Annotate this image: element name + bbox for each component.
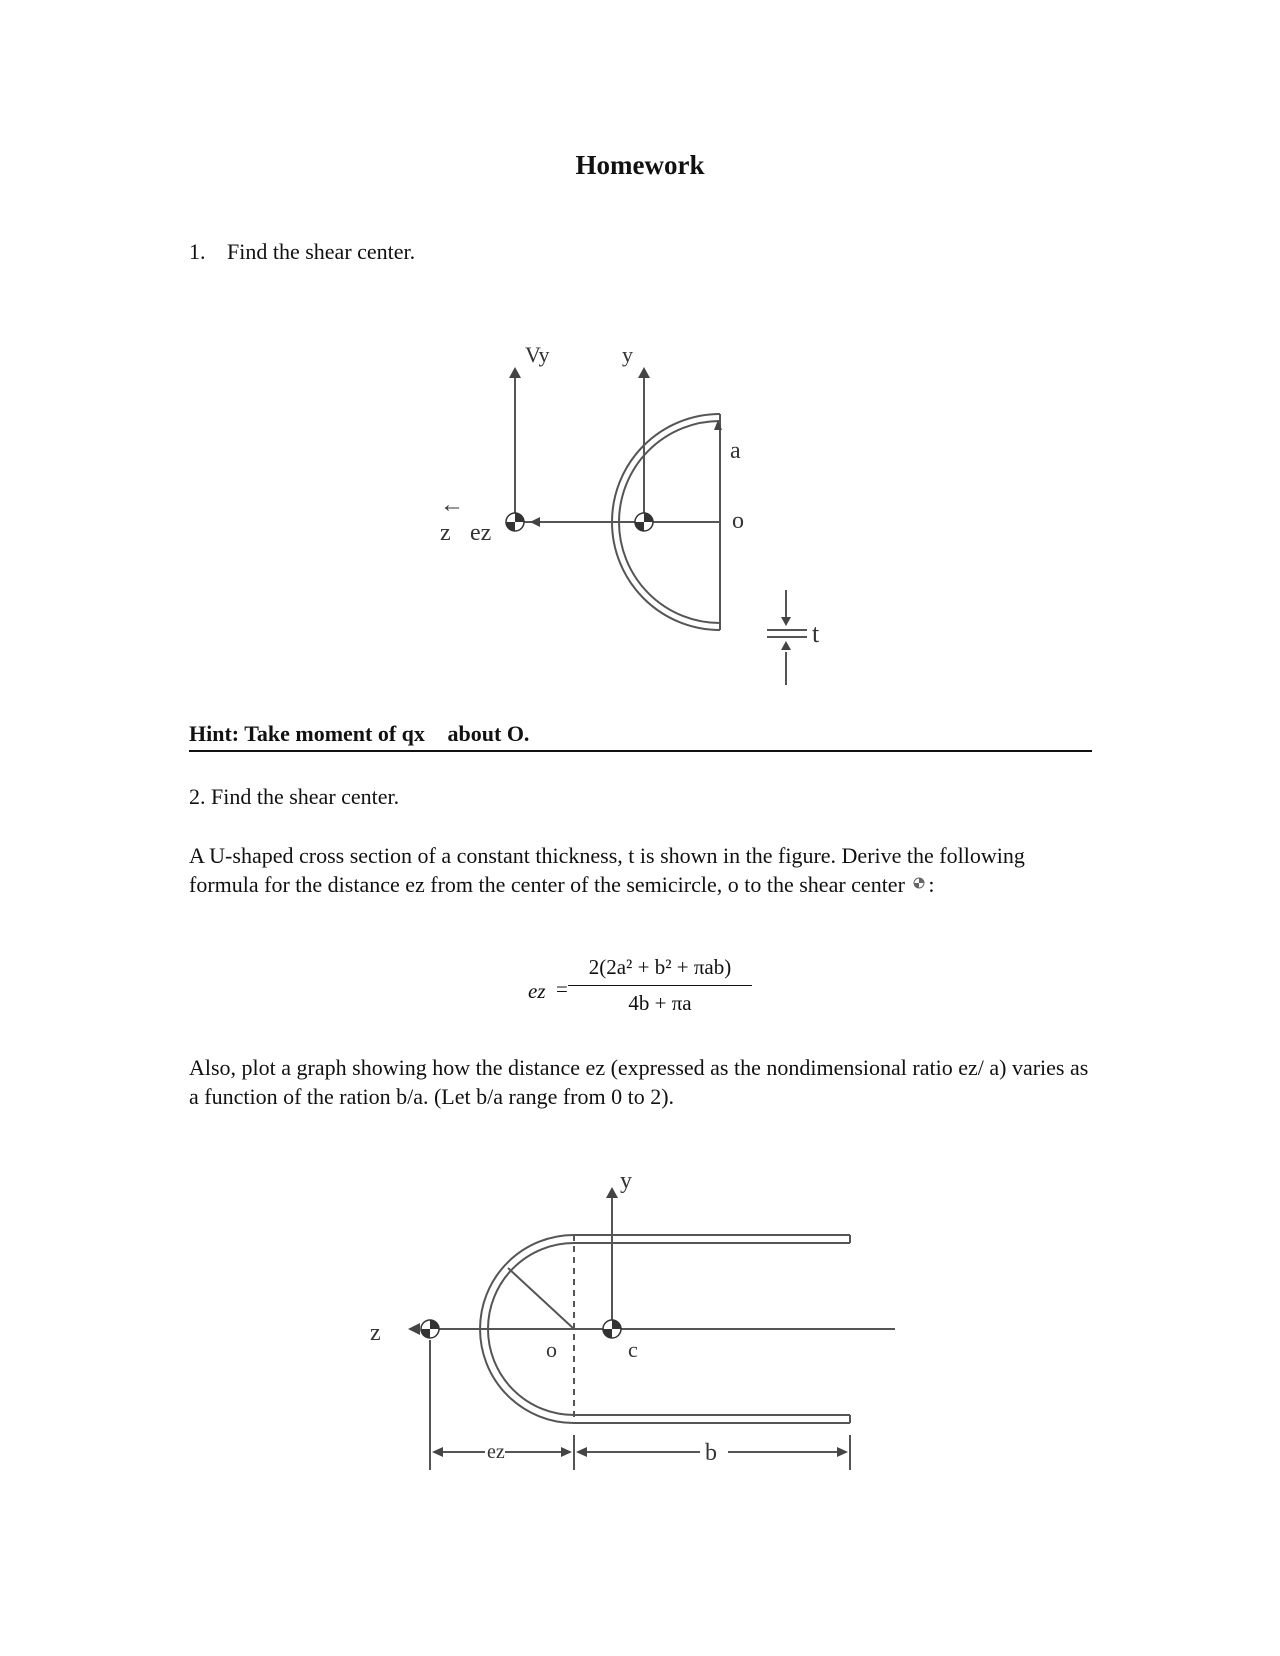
t-label: t — [812, 619, 820, 648]
ez-dim-arrow-right — [561, 1447, 572, 1457]
radius-line — [508, 1268, 574, 1329]
fig2-o-label: o — [546, 1337, 557, 1362]
fig2-ez-label: ez — [487, 1441, 505, 1463]
t-arrowhead-up — [781, 641, 791, 650]
fig2-b-label: b — [705, 1440, 717, 1466]
fig2-centroid-marker — [603, 1320, 621, 1338]
formula-numerator: 2(2a² + b² + πab) — [588, 955, 732, 979]
fig2-z-arrowhead — [408, 1323, 420, 1335]
fig2-y-label: y — [620, 1168, 632, 1194]
shear-center-marker — [506, 513, 524, 531]
fig1-y-label: y — [622, 342, 633, 367]
question-2: 2. Find the shear center. — [189, 784, 400, 809]
y-arrowhead — [638, 367, 650, 378]
fig2-z-label: z — [370, 1320, 381, 1346]
figure-1-semicircle-section — [430, 340, 830, 700]
fig1-ez-label: ez — [470, 520, 492, 546]
centroid-marker — [635, 513, 653, 531]
fig2-c-label: c — [628, 1337, 638, 1362]
question-2-description-text: A U-shaped cross section of a constant thickness, t is shown in the figure. Derive the following formula for the distance ez from the center of the semicircle, o to the shear center — [189, 843, 1025, 897]
question-1 — [189, 239, 415, 265]
fig2-y-arrowhead — [606, 1187, 618, 1198]
t-arrowhead-down — [781, 617, 791, 626]
fig1-z-label: z — [440, 520, 451, 546]
page-title: Homework — [575, 150, 705, 180]
question-2-description-end: : — [928, 872, 935, 897]
hint-text: Hint: Take moment of qx  about O. — [189, 721, 1092, 752]
ez-formula — [520, 955, 760, 1025]
shear-center-symbol-icon — [910, 876, 928, 890]
question-2-plot-instruction: Also, plot a graph showing how the distance ez (expressed as the nondimensional ratio ez/ a) varies as a function of the ration b/a. (Let b/a range from 0 to 2). — [189, 1055, 1089, 1109]
formula-denominator: 4b + πa — [628, 991, 692, 1015]
vy-arrowhead — [509, 367, 521, 378]
question-1-number: 1. — [189, 239, 206, 264]
ez-arrowhead — [530, 517, 540, 527]
formula-equals: = — [556, 977, 568, 1001]
formula-lhs: ez — [528, 979, 546, 1003]
formula-fraction-bar — [568, 985, 752, 986]
a-label: a — [730, 438, 741, 464]
b-dim-arrow-right — [837, 1447, 848, 1457]
ez-dim-arrow-left — [432, 1447, 443, 1457]
o-label: o — [732, 508, 744, 534]
vy-label: Vy — [525, 342, 550, 367]
z-arrow-left: ← — [440, 492, 464, 518]
figure-2-u-section — [350, 1150, 910, 1490]
question-2-description — [189, 841, 1089, 899]
question-1-text: Find the shear center. — [227, 239, 416, 264]
fig2-shear-center-marker — [421, 1320, 439, 1338]
b-dim-arrow-left — [576, 1447, 587, 1457]
